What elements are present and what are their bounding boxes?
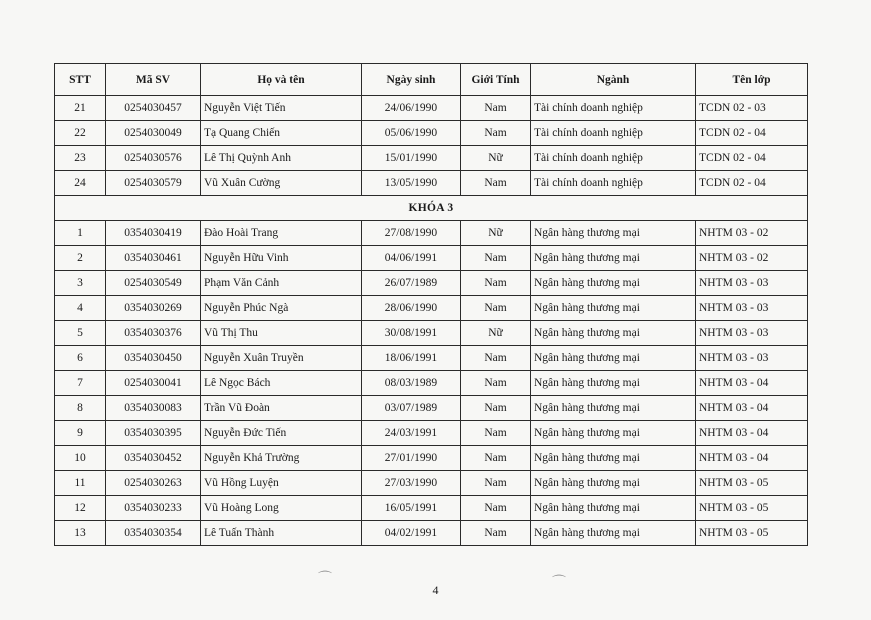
cell-class-name: TCDN 02 - 04 bbox=[696, 171, 808, 196]
cell-stt: 12 bbox=[55, 496, 106, 521]
cell-full-name: Nguyễn Hữu Vinh bbox=[201, 246, 362, 271]
table-row bbox=[55, 221, 808, 246]
table-header bbox=[55, 64, 808, 96]
cell-class-name: NHTM 03 - 03 bbox=[696, 346, 808, 371]
cell-major: Ngân hàng thương mại bbox=[531, 521, 696, 546]
table-row bbox=[55, 421, 808, 446]
cell-full-name: Vũ Thị Thu bbox=[201, 321, 362, 346]
cell-major: Ngân hàng thương mại bbox=[531, 246, 696, 271]
cell-birth-date: 26/07/1989 bbox=[362, 271, 461, 296]
cell-gender: Nữ bbox=[461, 321, 531, 346]
cell-class-name: TCDN 02 - 04 bbox=[696, 146, 808, 171]
cell-class-name: NHTM 03 - 04 bbox=[696, 446, 808, 471]
cell-full-name: Lê Thị Quỳnh Anh bbox=[201, 146, 362, 171]
cell-student-id: 0254030263 bbox=[106, 471, 201, 496]
cell-class-name: NHTM 03 - 05 bbox=[696, 521, 808, 546]
cell-birth-date: 27/08/1990 bbox=[362, 221, 461, 246]
table-row bbox=[55, 471, 808, 496]
cell-gender: Nam bbox=[461, 171, 531, 196]
cell-student-id: 0354030083 bbox=[106, 396, 201, 421]
cell-birth-date: 08/03/1989 bbox=[362, 371, 461, 396]
cell-major: Tài chính doanh nghiệp bbox=[531, 171, 696, 196]
cell-stt: 10 bbox=[55, 446, 106, 471]
cell-gender: Nam bbox=[461, 96, 531, 121]
cell-major: Tài chính doanh nghiệp bbox=[531, 146, 696, 171]
table-row bbox=[55, 321, 808, 346]
cell-birth-date: 15/01/1990 bbox=[362, 146, 461, 171]
cell-full-name: Đào Hoài Trang bbox=[201, 221, 362, 246]
header-major: Ngành bbox=[531, 64, 696, 96]
cell-gender: Nam bbox=[461, 471, 531, 496]
cell-gender: Nữ bbox=[461, 146, 531, 171]
cell-student-id: 0354030376 bbox=[106, 321, 201, 346]
cell-stt: 9 bbox=[55, 421, 106, 446]
cell-class-name: TCDN 02 - 04 bbox=[696, 121, 808, 146]
cell-stt: 8 bbox=[55, 396, 106, 421]
cell-class-name: NHTM 03 - 03 bbox=[696, 321, 808, 346]
cell-student-id: 0354030269 bbox=[106, 296, 201, 321]
cell-student-id: 0254030049 bbox=[106, 121, 201, 146]
table-row bbox=[55, 171, 808, 196]
table-row bbox=[55, 346, 808, 371]
cell-stt: 4 bbox=[55, 296, 106, 321]
header-birth-date: Ngày sinh bbox=[362, 64, 461, 96]
cell-stt: 21 bbox=[55, 96, 106, 121]
student-roster-table bbox=[54, 63, 808, 546]
cell-major: Ngân hàng thương mại bbox=[531, 346, 696, 371]
cell-birth-date: 05/06/1990 bbox=[362, 121, 461, 146]
cell-birth-date: 16/05/1991 bbox=[362, 496, 461, 521]
cell-major: Ngân hàng thương mại bbox=[531, 471, 696, 496]
section-label: KHÓA 3 bbox=[55, 196, 808, 221]
cell-gender: Nam bbox=[461, 346, 531, 371]
cell-major: Tài chính doanh nghiệp bbox=[531, 96, 696, 121]
cell-major: Ngân hàng thương mại bbox=[531, 271, 696, 296]
cell-class-name: NHTM 03 - 04 bbox=[696, 371, 808, 396]
cell-student-id: 0254030041 bbox=[106, 371, 201, 396]
cell-class-name: NHTM 03 - 02 bbox=[696, 246, 808, 271]
table-row bbox=[55, 146, 808, 171]
cell-major: Ngân hàng thương mại bbox=[531, 396, 696, 421]
cell-birth-date: 28/06/1990 bbox=[362, 296, 461, 321]
cell-student-id: 0354030233 bbox=[106, 496, 201, 521]
table-row bbox=[55, 271, 808, 296]
cell-full-name: Nguyễn Phúc Ngà bbox=[201, 296, 362, 321]
cell-stt: 13 bbox=[55, 521, 106, 546]
cell-stt: 23 bbox=[55, 146, 106, 171]
section-row bbox=[55, 196, 808, 221]
cell-full-name: Vũ Hồng Luyện bbox=[201, 471, 362, 496]
cell-birth-date: 04/06/1991 bbox=[362, 246, 461, 271]
cell-gender: Nam bbox=[461, 271, 531, 296]
cell-full-name: Nguyễn Khả Trường bbox=[201, 446, 362, 471]
cell-student-id: 0254030576 bbox=[106, 146, 201, 171]
cell-birth-date: 04/02/1991 bbox=[362, 521, 461, 546]
cell-stt: 1 bbox=[55, 221, 106, 246]
cell-full-name: Trần Vũ Đoàn bbox=[201, 396, 362, 421]
cell-gender: Nam bbox=[461, 371, 531, 396]
cell-full-name: Nguyễn Việt Tiến bbox=[201, 96, 362, 121]
cell-major: Ngân hàng thương mại bbox=[531, 296, 696, 321]
header-gender: Giới Tính bbox=[461, 64, 531, 96]
cell-class-name: NHTM 03 - 04 bbox=[696, 421, 808, 446]
table-body bbox=[55, 96, 808, 546]
cell-gender: Nam bbox=[461, 296, 531, 321]
cell-class-name: NHTM 03 - 03 bbox=[696, 271, 808, 296]
cell-class-name: NHTM 03 - 03 bbox=[696, 296, 808, 321]
cell-full-name: Lê Tuấn Thành bbox=[201, 521, 362, 546]
cell-class-name: NHTM 03 - 05 bbox=[696, 496, 808, 521]
cell-birth-date: 24/06/1990 bbox=[362, 96, 461, 121]
header-class-name: Tên lớp bbox=[696, 64, 808, 96]
cell-gender: Nam bbox=[461, 396, 531, 421]
cell-full-name: Vũ Hoàng Long bbox=[201, 496, 362, 521]
cell-class-name: NHTM 03 - 05 bbox=[696, 471, 808, 496]
cell-birth-date: 18/06/1991 bbox=[362, 346, 461, 371]
cell-gender: Nam bbox=[461, 246, 531, 271]
cell-student-id: 0354030450 bbox=[106, 346, 201, 371]
cell-birth-date: 13/05/1990 bbox=[362, 171, 461, 196]
header-row bbox=[55, 64, 808, 96]
cell-birth-date: 03/07/1989 bbox=[362, 396, 461, 421]
cell-stt: 24 bbox=[55, 171, 106, 196]
cell-stt: 5 bbox=[55, 321, 106, 346]
cell-stt: 6 bbox=[55, 346, 106, 371]
cell-gender: Nam bbox=[461, 496, 531, 521]
cell-full-name: Nguyễn Đức Tiến bbox=[201, 421, 362, 446]
cell-student-id: 0354030452 bbox=[106, 446, 201, 471]
cell-stt: 3 bbox=[55, 271, 106, 296]
cell-gender: Nữ bbox=[461, 221, 531, 246]
cell-major: Tài chính doanh nghiệp bbox=[531, 121, 696, 146]
table-row bbox=[55, 296, 808, 321]
cell-stt: 2 bbox=[55, 246, 106, 271]
cell-class-name: TCDN 02 - 03 bbox=[696, 96, 808, 121]
table-row bbox=[55, 121, 808, 146]
header-stt: STT bbox=[55, 64, 106, 96]
cell-full-name: Phạm Văn Cảnh bbox=[201, 271, 362, 296]
table-row bbox=[55, 446, 808, 471]
cell-gender: Nam bbox=[461, 446, 531, 471]
scan-mark: ⌒ bbox=[318, 572, 332, 587]
cell-stt: 11 bbox=[55, 471, 106, 496]
cell-birth-date: 27/03/1990 bbox=[362, 471, 461, 496]
cell-birth-date: 30/08/1991 bbox=[362, 321, 461, 346]
cell-birth-date: 24/03/1991 bbox=[362, 421, 461, 446]
table-row bbox=[55, 96, 808, 121]
table-row bbox=[55, 371, 808, 396]
cell-student-id: 0354030419 bbox=[106, 221, 201, 246]
cell-gender: Nam bbox=[461, 421, 531, 446]
cell-major: Ngân hàng thương mại bbox=[531, 221, 696, 246]
cell-student-id: 0354030354 bbox=[106, 521, 201, 546]
cell-full-name: Nguyễn Xuân Truyền bbox=[201, 346, 362, 371]
cell-major: Ngân hàng thương mại bbox=[531, 496, 696, 521]
table-row bbox=[55, 246, 808, 271]
cell-student-id: 0354030461 bbox=[106, 246, 201, 271]
cell-class-name: NHTM 03 - 04 bbox=[696, 396, 808, 421]
cell-major: Ngân hàng thương mại bbox=[531, 421, 696, 446]
cell-full-name: Lê Ngọc Bách bbox=[201, 371, 362, 396]
cell-full-name: Vũ Xuân Cường bbox=[201, 171, 362, 196]
cell-student-id: 0354030395 bbox=[106, 421, 201, 446]
cell-stt: 22 bbox=[55, 121, 106, 146]
cell-major: Ngân hàng thương mại bbox=[531, 371, 696, 396]
page-number: 4 bbox=[432, 583, 439, 597]
scan-mark: ⌒ bbox=[552, 576, 566, 591]
cell-stt: 7 bbox=[55, 371, 106, 396]
cell-major: Ngân hàng thương mại bbox=[531, 446, 696, 471]
cell-birth-date: 27/01/1990 bbox=[362, 446, 461, 471]
cell-class-name: NHTM 03 - 02 bbox=[696, 221, 808, 246]
header-student-id: Mã SV bbox=[106, 64, 201, 96]
cell-gender: Nam bbox=[461, 121, 531, 146]
cell-full-name: Tạ Quang Chiến bbox=[201, 121, 362, 146]
table-row bbox=[55, 496, 808, 521]
table-row bbox=[55, 521, 808, 546]
cell-student-id: 0254030457 bbox=[106, 96, 201, 121]
cell-student-id: 0254030549 bbox=[106, 271, 201, 296]
header-full-name: Họ và tên bbox=[201, 64, 362, 96]
cell-gender: Nam bbox=[461, 521, 531, 546]
cell-student-id: 0254030579 bbox=[106, 171, 201, 196]
cell-major: Ngân hàng thương mại bbox=[531, 321, 696, 346]
table-row bbox=[55, 396, 808, 421]
